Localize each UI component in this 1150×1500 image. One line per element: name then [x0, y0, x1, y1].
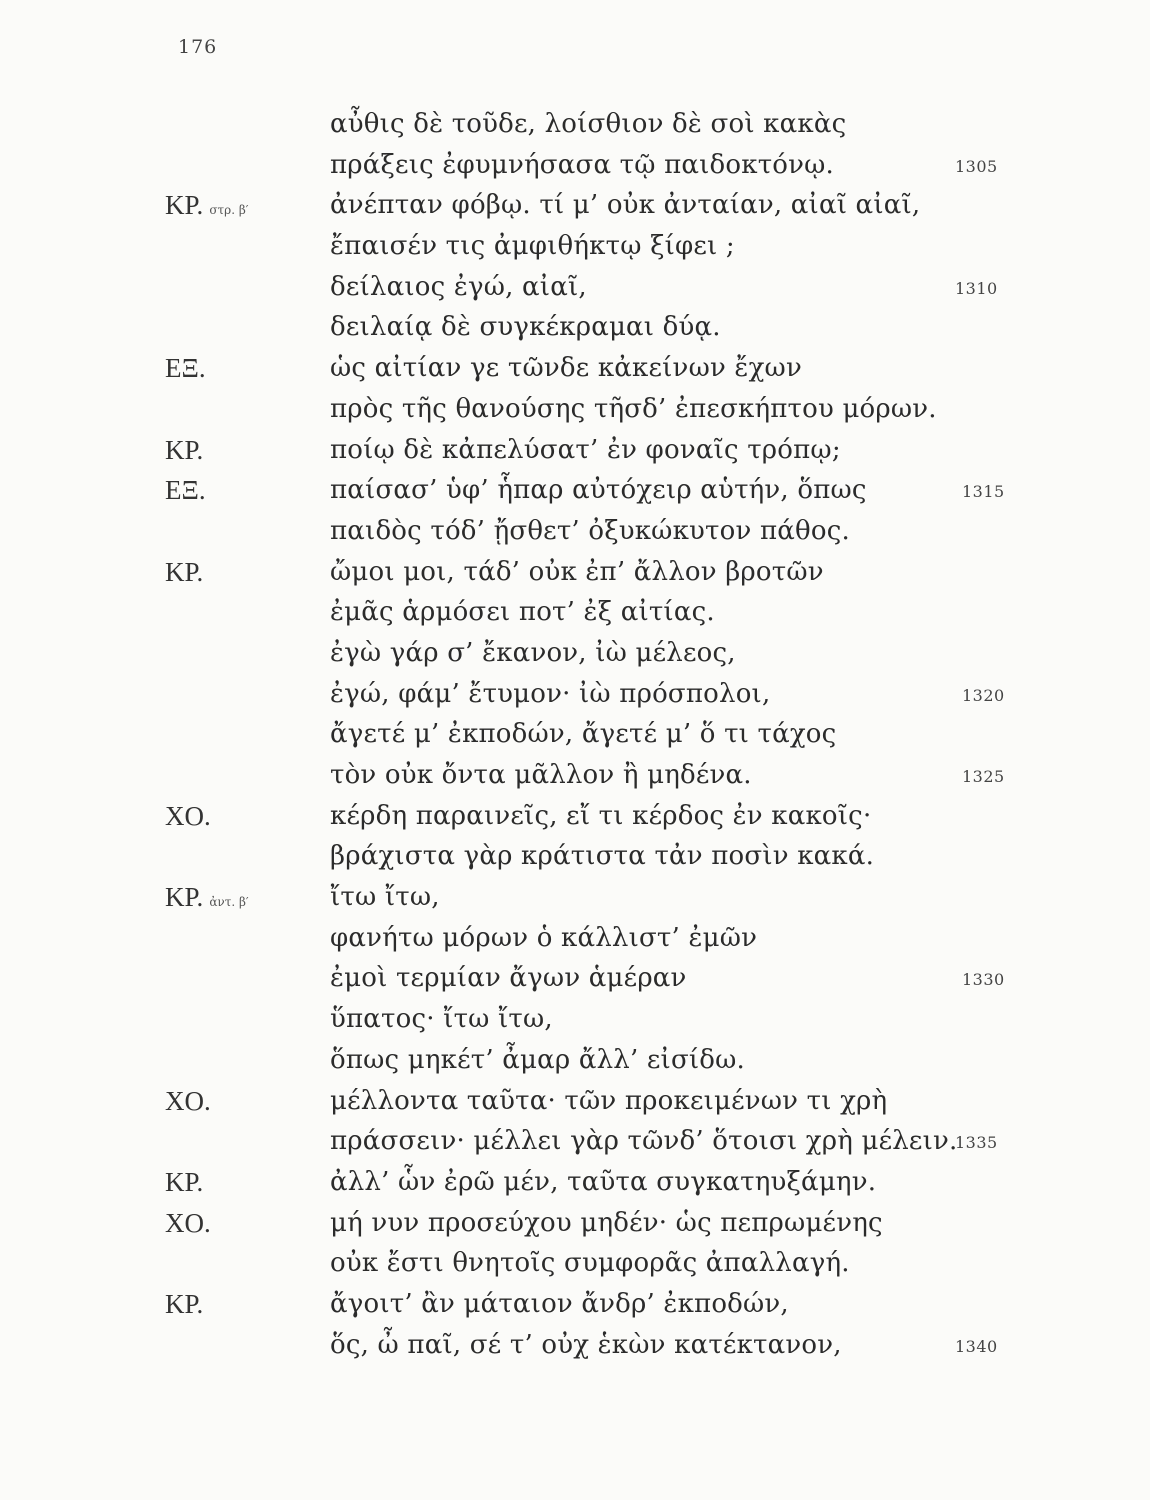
speaker-label: [165, 1081, 211, 1122]
verse-line: [0, 1081, 1150, 1122]
verse-text: ὤμοι μοι, τάδ’ οὐκ ἐπ’ ἄλλον βροτῶν: [330, 556, 824, 587]
verse-text: βράχιστα γὰρ κράτιστα τἀν ποσὶν κακά.: [330, 841, 875, 872]
speaker-name: ΧΟ.: [165, 1207, 211, 1238]
verse-text: παίσασ’ ὑφ’ ἧπαρ αὐτόχειρ αὑτήν, ὅπως: [330, 475, 867, 506]
line-number: 1315: [962, 482, 1005, 502]
verse-text: ἴτω ἴτω,: [330, 882, 440, 913]
verse-line: [0, 348, 1150, 389]
verse-line: [0, 552, 1150, 593]
line-number: 1320: [962, 685, 1005, 705]
verse-text: τὸν οὐκ ὄντα μᾶλλον ἢ μηδένα.: [330, 760, 752, 790]
speaker-label: [165, 1162, 203, 1203]
verse-text: μή νυν προσεύχου μηδέν· ὡς πεπρωμένης: [330, 1207, 883, 1238]
verse-text: ἄγοιτ’ ἂν μάταιον ἄνδρ’ ἐκποδών,: [330, 1288, 789, 1319]
verse-text: ὕπατος· ἴτω ἴτω,: [330, 1004, 553, 1035]
verse-line: [0, 1284, 1150, 1325]
speaker-label: [165, 1284, 203, 1325]
verse-line: [0, 226, 1150, 267]
speaker-name: ΚΡ.: [165, 1288, 204, 1319]
line-number: 1330: [962, 970, 1005, 990]
speaker-label: [165, 430, 203, 471]
verse-line: [0, 1325, 1150, 1366]
verse-text: ὡς αἰτίαν γε τῶνδε κἀκείνων ἔχων: [330, 353, 802, 384]
speaker-label: [165, 348, 206, 389]
line-number: 1340: [955, 1336, 998, 1356]
verse-text: πρὸς τῆς θανούσης τῆσδ’ ἐπεσκήπτου μόρων.: [330, 393, 937, 424]
verse-line: [0, 389, 1150, 430]
verse-line: [0, 1121, 1150, 1162]
speaker-name: ΚΡ.: [165, 1166, 204, 1197]
speaker-label: [165, 796, 211, 837]
speaker-name: ΚΡ.: [165, 882, 204, 913]
verse-text: πράσσειν· μέλλει γὰρ τῶνδ’ ὅτοισι χρὴ μέλειν.: [330, 1126, 958, 1157]
verse-text: αὖθις δὲ τοῦδε, λοίσθιον δὲ σοὶ κακὰς: [330, 109, 847, 139]
verse-text: ἔπαισέν τις ἀμφιθήκτῳ ξίφει ;: [330, 231, 735, 262]
verse-line: [0, 1243, 1150, 1284]
verse-block: [0, 104, 1150, 1365]
speaker-label: [165, 470, 206, 511]
speaker-name: ΕΞ.: [165, 475, 206, 506]
line-number: 1305: [955, 156, 998, 176]
verse-line: [0, 714, 1150, 755]
verse-line: [0, 104, 1150, 145]
verse-line: [0, 185, 1150, 226]
verse-line: [0, 1040, 1150, 1081]
verse-line: [0, 633, 1150, 674]
verse-text: κέρδη παραινεῖς, εἴ τι κέρδος ἐν κακοῖς·: [330, 800, 872, 831]
strophe-mark: στρ. β′: [209, 203, 249, 218]
verse-text: οὐκ ἔστι θνητοῖς συμφορᾶς ἀπαλλαγή.: [330, 1248, 850, 1279]
verse-line: [0, 796, 1150, 837]
verse-line: [0, 877, 1150, 918]
verse-text: φανήτω μόρων ὁ κάλλιστ’ ἐμῶν: [330, 922, 758, 953]
verse-line: [0, 1203, 1150, 1244]
verse-text: πράξεις ἐφυμνήσασα τῷ παιδοκτόνῳ.: [330, 149, 835, 180]
verse-text: παιδὸς τόδ’ ᾔσθετ’ ὀξυκώκυτον πάθος.: [330, 515, 850, 546]
line-number: 1325: [962, 767, 1005, 786]
verse-line: [0, 592, 1150, 633]
speaker-label: [165, 1203, 211, 1244]
verse-line: [0, 430, 1150, 471]
verse-text: μέλλοντα ταῦτα· τῶν προκειμένων τι χρὴ: [330, 1085, 888, 1116]
speaker-label: [165, 552, 203, 593]
line-number: 1310: [955, 278, 998, 298]
speaker-label: [165, 185, 249, 231]
verse-line: [0, 836, 1150, 877]
speaker-name: ΚΡ.: [165, 434, 204, 465]
speaker-label: [165, 877, 249, 923]
verse-text: ἐμοὶ τερμίαν ἄγων ἁμέραν: [330, 963, 687, 994]
verse-line: [0, 958, 1150, 999]
verse-line: [0, 307, 1150, 348]
verse-text: ἀνέπταν φόβῳ. τί μ’ οὐκ ἀνταίαν, αἰαῖ αἰαῖ,: [330, 190, 921, 221]
verse-line: [0, 1162, 1150, 1203]
verse-text: δείλαιος ἐγώ, αἰαῖ,: [330, 271, 587, 302]
verse-text: ὅς, ὦ παῖ, σέ τ’ οὐχ ἑκὼν κατέκτανον,: [330, 1329, 842, 1360]
verse-text: ἀλλ’ ὧν ἐρῶ μέν, ταῦτα συγκατηυξάμην.: [330, 1166, 877, 1197]
speaker-name: ΚΡ.: [165, 190, 204, 221]
speaker-name: ΕΞ.: [165, 353, 206, 384]
verse-text: ποίῳ δὲ κἀπελύσατ’ ἐν φοναῖς τρόπῳ;: [330, 434, 841, 465]
line-number: 1335: [955, 1133, 998, 1153]
speaker-name: ΧΟ.: [165, 800, 211, 831]
verse-text: ἐγώ, φάμ’ ἔτυμον· ἰὼ πρόσπολοι,: [330, 678, 771, 709]
verse-text: ἐγὼ γάρ σ’ ἔκανον, ἰὼ μέλεος,: [330, 637, 736, 668]
verse-line: [0, 267, 1150, 308]
verse-text: ὅπως μηκέτ’ ἆμαρ ἄλλ’ εἰσίδω.: [330, 1044, 746, 1075]
strophe-mark: ἀντ. β′: [209, 895, 249, 910]
verse-text: δειλαίᾳ δὲ συγκέκραμαι δύᾳ.: [330, 312, 721, 343]
verse-line: [0, 755, 1150, 796]
page-number: 176: [178, 36, 218, 58]
verse-text: ἐμᾶς ἁρμόσει ποτ’ ἐξ αἰτίας.: [330, 597, 715, 628]
speaker-name: ΚΡ.: [165, 556, 204, 587]
verse-line: [0, 999, 1150, 1040]
speaker-name: ΧΟ.: [165, 1085, 211, 1116]
verse-line: [0, 511, 1150, 552]
verse-text: ἄγετέ μ’ ἐκποδών, ἄγετέ μ’ ὅ τι τάχος: [330, 719, 837, 750]
verse-line: [0, 918, 1150, 959]
verse-line: [0, 470, 1150, 511]
verse-line: [0, 674, 1150, 715]
verse-line: [0, 145, 1150, 186]
